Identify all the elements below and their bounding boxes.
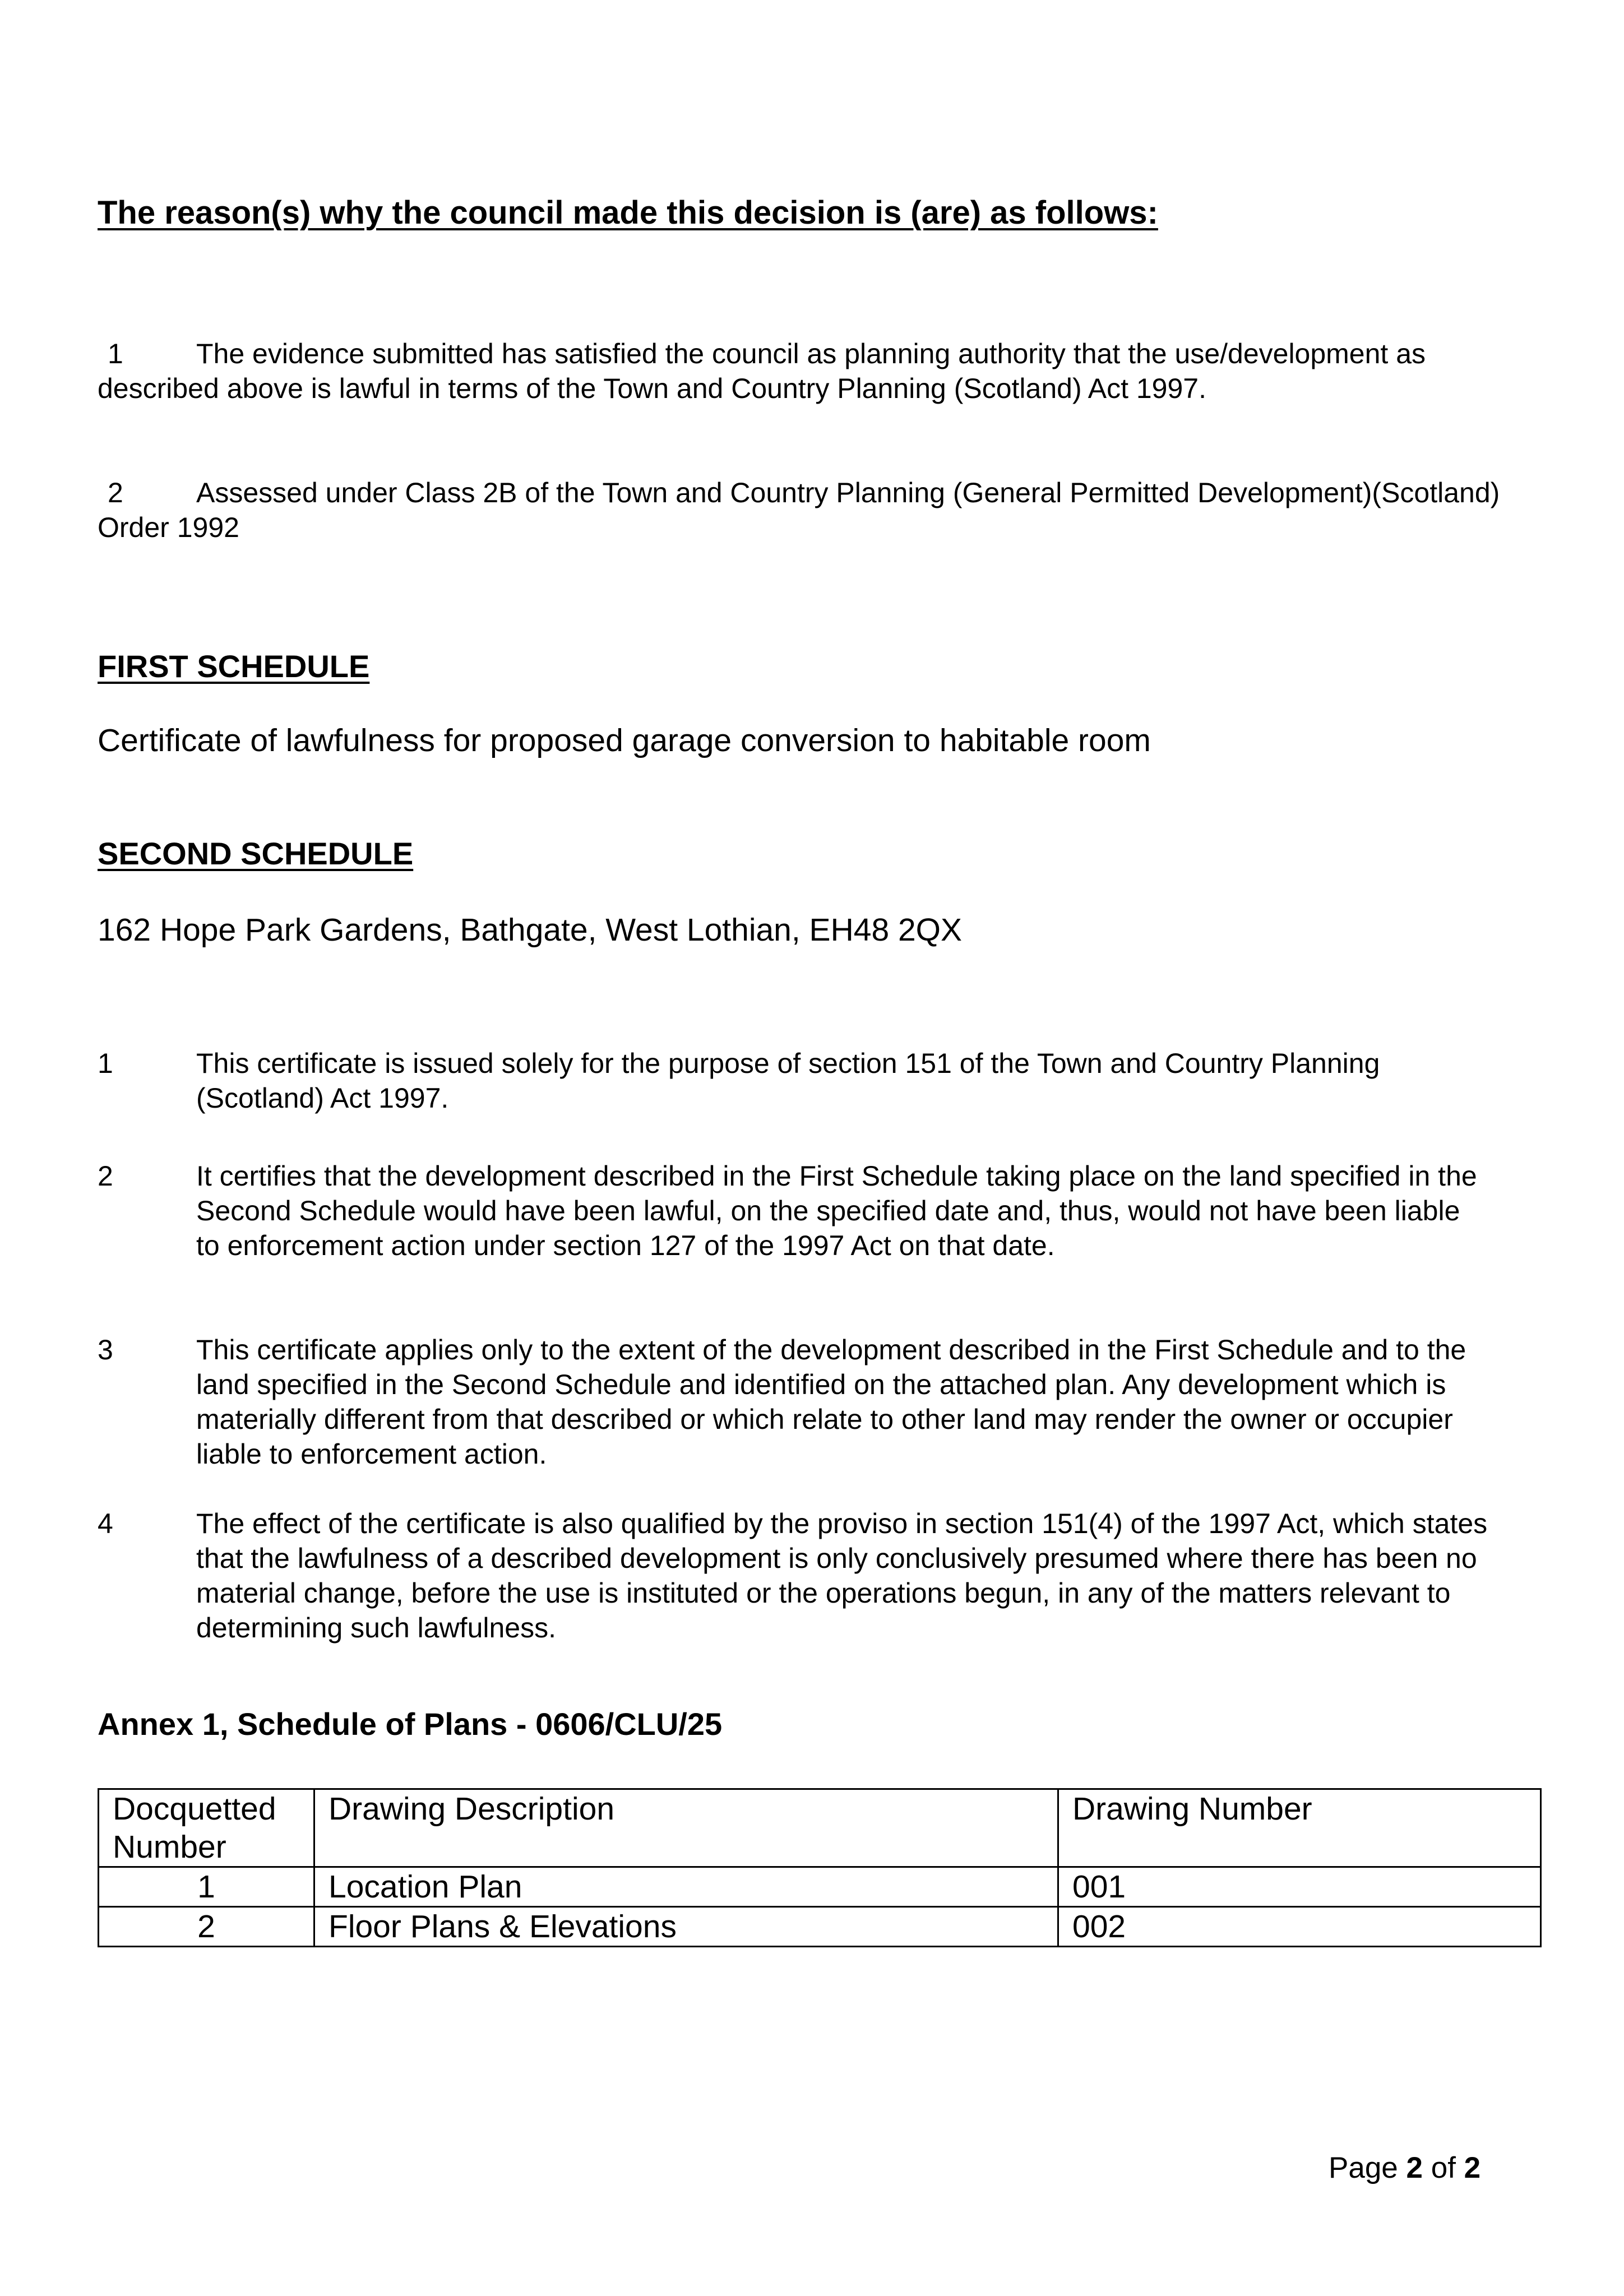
note-number: 1 [98, 1048, 113, 1079]
current-page: 2 [1406, 2151, 1423, 2184]
page-number [1329, 2150, 1480, 2187]
reason-item [98, 336, 1510, 406]
reason-text: Assessed under Class 2B of the Town and Country Planning (General Permitted Development)(Scotland) Order 1992 [98, 477, 1500, 543]
note-number: 2 [98, 1160, 113, 1192]
schedule-of-plans-table [98, 1788, 1542, 1947]
note-number: 3 [98, 1334, 113, 1365]
second-schedule-heading: SECOND SCHEDULE [98, 836, 414, 871]
cell-drawing-description: Location Plan [314, 1867, 1058, 1907]
note-item [98, 1332, 1488, 1471]
header-drawing-number: Drawing Number [1058, 1789, 1541, 1867]
second-schedule-text: 162 Hope Park Gardens, Bathgate, West Lothian, EH48 2QX [98, 912, 963, 948]
cell-docquetted-number: 1 [99, 1867, 314, 1907]
note-item [98, 1506, 1488, 1645]
header-drawing-description: Drawing Description [314, 1789, 1058, 1867]
table-header-row [99, 1789, 1541, 1867]
reason-item [98, 475, 1510, 545]
first-schedule-heading: FIRST SCHEDULE [98, 649, 370, 684]
first-schedule-text: Certificate of lawfulness for proposed garage conversion to habitable room [98, 723, 1151, 758]
total-pages: 2 [1464, 2151, 1481, 2184]
annex-title: Annex 1, Schedule of Plans - 0606/CLU/25 [98, 1706, 723, 1742]
note-item [98, 1159, 1488, 1263]
reason-number: 2 [108, 477, 123, 508]
reason-number: 1 [108, 338, 123, 369]
note-text: It certifies that the development described in the First Schedule taking place on the land specified in the Second Schedule would have been lawful, on the specified date and, thus, would not have been liable to enforcement action under section 127 of the 1997 Act on that date. [196, 1160, 1477, 1261]
reasons-heading: The reason(s) why the council made this decision is (are) as follows: [98, 195, 1158, 231]
table-row [99, 1907, 1541, 1947]
of-word: of [1431, 2151, 1456, 2184]
note-item [98, 1046, 1488, 1115]
cell-drawing-description: Floor Plans & Elevations [314, 1907, 1058, 1947]
note-text: This certificate is issued solely for the purpose of section 151 of the Town and Country Planning (Scotland) Act 1997. [196, 1048, 1380, 1114]
reason-text: The evidence submitted has satisfied the council as planning authority that the use/development as described above is lawful in terms of the Town and Country Planning (Scotland) Act 1997. [98, 338, 1426, 404]
cell-drawing-number: 001 [1058, 1867, 1541, 1907]
note-number: 4 [98, 1508, 113, 1539]
header-docquetted-number: Docquetted Number [99, 1789, 314, 1867]
note-text: This certificate applies only to the extent of the development described in the First Schedule and to the land specified in the Second Schedule and identified on the attached plan. Any development which is materially different from that described or which relate to other land may render the owner or occupier liable to enforcement action. [196, 1334, 1466, 1470]
page-word: Page [1329, 2151, 1398, 2184]
table-row [99, 1867, 1541, 1907]
note-text: The effect of the certificate is also qualified by the proviso in section 151(4) of the 1997 Act, which states that the lawfulness of a described development is only conclusively presumed where there has been no material change, before the use is instituted or the operations begun, in any of the matters relevant to determining such lawfulness. [196, 1508, 1488, 1644]
cell-docquetted-number: 2 [99, 1907, 314, 1947]
cell-drawing-number: 002 [1058, 1907, 1541, 1947]
